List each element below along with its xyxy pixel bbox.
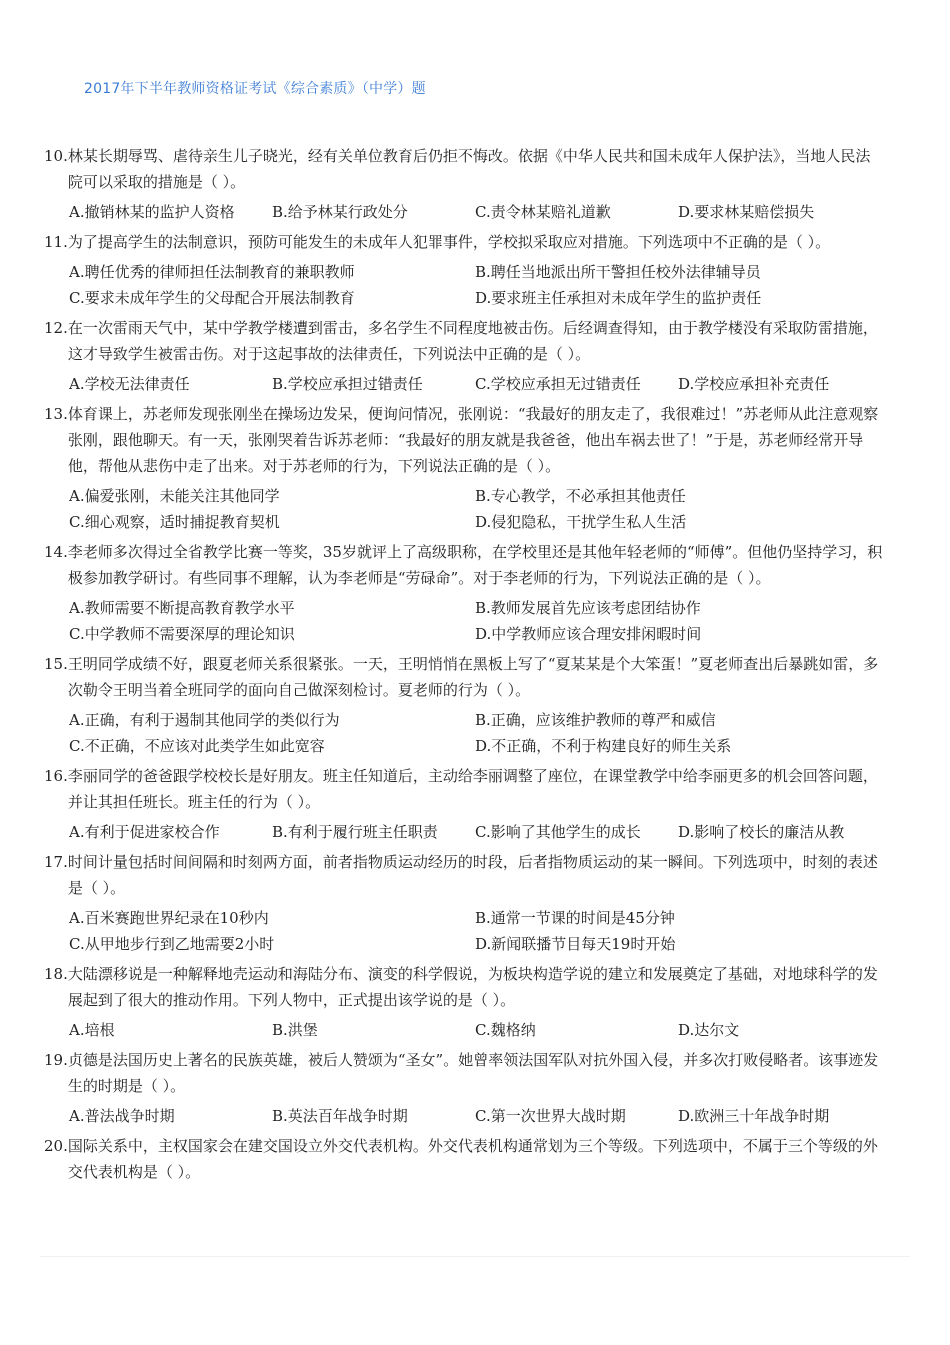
option-b: B.聘任当地派出所干警担任校外法律辅导员 bbox=[475, 263, 761, 281]
option-c: C.学校应承担无过错责任 bbox=[475, 375, 641, 393]
option-b: B.英法百年战争时期 bbox=[272, 1107, 408, 1125]
question-number: 13. bbox=[44, 405, 68, 423]
option-list bbox=[44, 819, 884, 845]
document-header: 2017年下半年教师资格证考试《综合素质》（中学）题 bbox=[84, 81, 426, 97]
question-stem: 时间计量包括时间间隔和时刻两方面，前者指物质运动经历的时段，后者指物质运动的某一瞬间。下列选项中，时刻的表述是（ ）。 bbox=[67, 853, 878, 897]
question-number: 15. bbox=[44, 655, 68, 673]
option-b: B.洪堡 bbox=[272, 1021, 318, 1039]
question-stem: 在一次雷雨天气中，某中学教学楼遭到雷击，多名学生不同程度地被击伤。后经调查得知，由于教学楼没有采取防雷措施，这才导致学生被雷击伤。对于这起事故的法律责任，下列说法中正确的是（ ）。 bbox=[67, 319, 878, 363]
question-stem: 体育课上，苏老师发现张刚坐在操场边发呆，便询问情况，张刚说：“我最好的朋友走了，我很难过！”苏老师从此注意观察张刚，跟他聊天。有一天，张刚哭着告诉苏老师：“我最好的朋友就是我爸爸，他出车祸去世了！”于是，苏老师经常开导他，帮他从悲伤中走了出来。对于苏老师的行为，下列说法正确的是（ ）。 bbox=[67, 405, 879, 475]
question-number: 12. bbox=[44, 319, 68, 337]
question-18 bbox=[44, 961, 884, 1043]
question-13 bbox=[44, 401, 884, 535]
option-b: B.给予林某行政处分 bbox=[272, 203, 408, 221]
option-b: B.正确，应该维护教师的尊严和威信 bbox=[475, 711, 716, 729]
option-list bbox=[44, 1103, 884, 1129]
question-number: 14. bbox=[44, 543, 68, 561]
question-stem: 国际关系中，主权国家会在建交国设立外交代表机构。外交代表机构通常划为三个等级。下列选项中，不属于三个等级的外交代表机构是（ ）。 bbox=[67, 1137, 878, 1181]
question-stem: 李老师多次得过全省教学比赛一等奖，35岁就评上了高级职称，在学校里还是其他年轻老师的“师傅”。但他仍坚持学习，积极参加教学研讨。有些同事不理解，认为李老师是“劳碌命”。对于李老师的行为，下列说法正确的是（ ）。 bbox=[67, 543, 883, 587]
question-number: 20. bbox=[44, 1137, 68, 1155]
option-a: A.学校无法律责任 bbox=[69, 375, 190, 393]
option-list bbox=[44, 199, 884, 225]
option-c: C.中学教师不需要深厚的理论知识 bbox=[69, 625, 295, 643]
option-list bbox=[44, 371, 884, 397]
page-divider bbox=[40, 1256, 910, 1257]
question-20 bbox=[44, 1133, 884, 1185]
option-list bbox=[44, 595, 884, 647]
option-a: A.偏爱张刚，未能关注其他同学 bbox=[69, 487, 280, 505]
option-d: D.达尔文 bbox=[678, 1021, 740, 1039]
question-stem: 林某长期辱骂、虐待亲生儿子晓光，经有关单位教育后仍拒不悔改。依据《中华人民共和国未成年人保护法》，当地人民法院可以采取的措施是（ ）。 bbox=[67, 147, 871, 191]
question-number: 11. bbox=[44, 233, 68, 251]
option-list bbox=[44, 707, 884, 759]
question-number: 10. bbox=[44, 147, 68, 165]
option-b: B.专心教学，不必承担其他责任 bbox=[475, 487, 686, 505]
option-c: C.影响了其他学生的成长 bbox=[475, 823, 641, 841]
option-d: D.新闻联播节目每天19时开始 bbox=[475, 935, 676, 953]
option-a: A.聘任优秀的律师担任法制教育的兼职教师 bbox=[69, 263, 355, 281]
option-list bbox=[44, 259, 884, 311]
option-list bbox=[44, 1017, 884, 1043]
option-c: C.要求未成年学生的父母配合开展法制教育 bbox=[69, 289, 355, 307]
option-a: A.百米赛跑世界纪录在10秒内 bbox=[69, 909, 269, 927]
option-b: B.有利于履行班主任职责 bbox=[272, 823, 438, 841]
option-a: A.撤销林某的监护人资格 bbox=[69, 203, 235, 221]
option-d: D.要求林某赔偿损失 bbox=[678, 203, 815, 221]
question-stem: 大陆漂移说是一种解释地壳运动和海陆分布、演变的科学假说，为板块构造学说的建立和发展奠定了基础，对地球科学的发展起到了很大的推动作用。下列人物中，正式提出该学说的是（ ）。 bbox=[67, 965, 878, 1009]
question-number: 16. bbox=[44, 767, 68, 785]
option-a: A.有利于促进家校合作 bbox=[69, 823, 220, 841]
option-c: C.从甲地步行到乙地需要2小时 bbox=[69, 935, 275, 953]
question-11 bbox=[44, 229, 884, 311]
question-10 bbox=[44, 143, 884, 225]
option-d: D.侵犯隐私，干扰学生私人生活 bbox=[475, 513, 687, 531]
option-c: C.细心观察，适时捕捉教育契机 bbox=[69, 513, 280, 531]
option-list bbox=[44, 483, 884, 535]
option-b: B.教师发展首先应该考虑团结协作 bbox=[475, 599, 701, 617]
option-a: A.普法战争时期 bbox=[69, 1107, 175, 1125]
option-list bbox=[44, 905, 884, 957]
question-stem: 王明同学成绩不好，跟夏老师关系很紧张。一天，王明悄悄在黑板上写了“夏某某是个大笨蛋！”夏老师查出后暴跳如雷，多次勒令王明当着全班同学的面向自己做深刻检讨。夏老师的行为（ ）。 bbox=[67, 655, 879, 699]
option-d: D.要求班主任承担对未成年学生的监护责任 bbox=[475, 289, 762, 307]
question-stem: 为了提高学生的法制意识，预防可能发生的未成年人犯罪事件，学校拟采取应对措施。下列选项中不正确的是（ ）。 bbox=[67, 233, 831, 251]
question-list bbox=[44, 143, 884, 1189]
option-b: B.通常一节课的时间是45分钟 bbox=[475, 909, 675, 927]
question-15 bbox=[44, 651, 884, 759]
question-number: 18. bbox=[44, 965, 68, 983]
question-number: 17. bbox=[44, 853, 68, 871]
question-number: 19. bbox=[44, 1051, 68, 1069]
option-d: D.学校应承担补充责任 bbox=[678, 375, 830, 393]
question-16 bbox=[44, 763, 884, 845]
option-a: A.正确，有利于遏制其他同学的类似行为 bbox=[69, 711, 340, 729]
option-a: A.教师需要不断提高教育教学水平 bbox=[69, 599, 295, 617]
question-stem: 贞德是法国历史上著名的民族英雄，被后人赞颂为“圣女”。她曾率领法国军队对抗外国入侵，并多次打败侵略者。该事迹发生的时期是（ ）。 bbox=[67, 1051, 879, 1095]
option-d: D.中学教师应该合理安排闲暇时间 bbox=[475, 625, 702, 643]
option-c: C.不正确，不应该对此类学生如此宽容 bbox=[69, 737, 325, 755]
option-c: C.魏格纳 bbox=[475, 1021, 536, 1039]
option-d: D.欧洲三十年战争时期 bbox=[678, 1107, 830, 1125]
question-stem: 李丽同学的爸爸跟学校校长是好朋友。班主任知道后，主动给李丽调整了座位，在课堂教学中给李丽更多的机会回答问题，并让其担任班长。班主任的行为（ ）。 bbox=[67, 767, 878, 811]
option-c: C.第一次世界大战时期 bbox=[475, 1107, 626, 1125]
option-c: C.责令林某赔礼道歉 bbox=[475, 203, 611, 221]
question-17 bbox=[44, 849, 884, 957]
option-b: B.学校应承担过错责任 bbox=[272, 375, 423, 393]
question-14 bbox=[44, 539, 884, 647]
option-d: D.不正确，不利于构建良好的师生关系 bbox=[475, 737, 732, 755]
option-d: D.影响了校长的廉洁从教 bbox=[678, 823, 845, 841]
question-19 bbox=[44, 1047, 884, 1129]
question-12 bbox=[44, 315, 884, 397]
option-a: A.培根 bbox=[69, 1021, 115, 1039]
